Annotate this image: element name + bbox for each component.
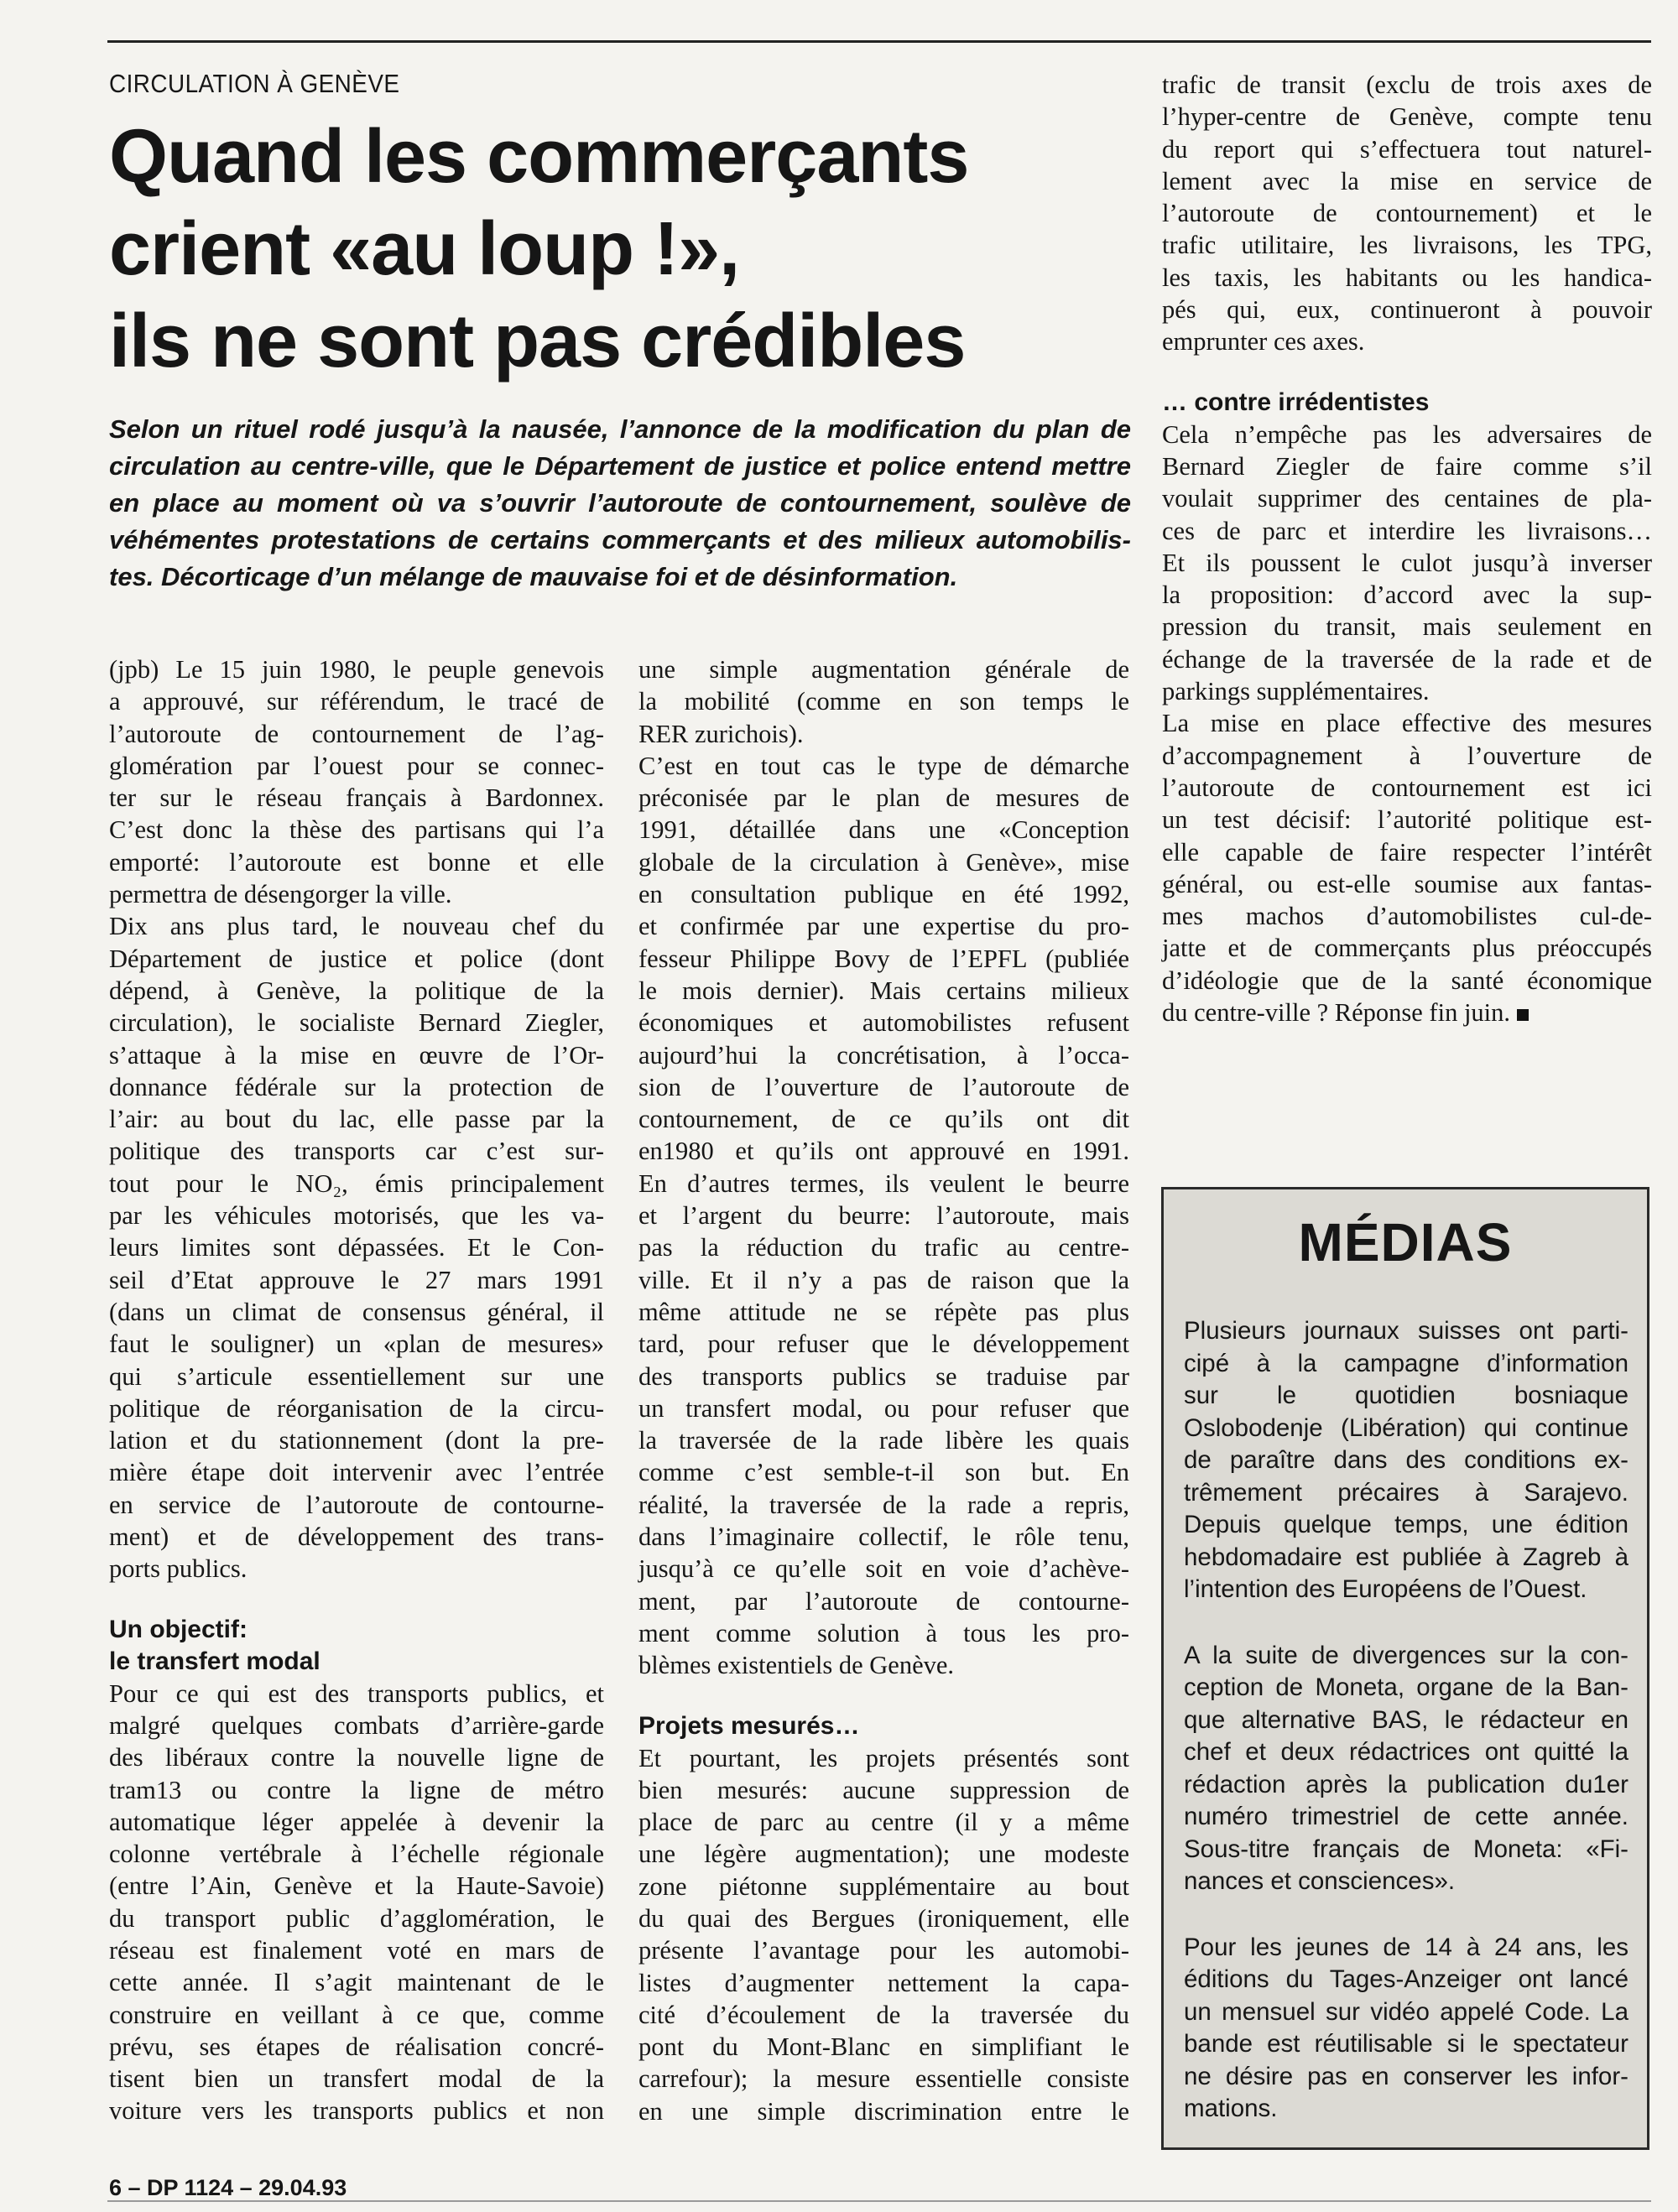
text-line: Pour les jeunes de 14 à 24 ans, les (1184, 1933, 1628, 1961)
text-line: voiture vers les transports publics et non (109, 2096, 604, 2126)
paragraph (109, 653, 604, 910)
subheading: … contre irrédentistes (1162, 388, 1430, 416)
text-line: d’accompagnement à l’ouverture de (1162, 741, 1652, 770)
text-line: RER zurichois). (638, 719, 804, 748)
text-line: Et pourtant, les projets présentés sont (638, 1743, 1129, 1772)
text-line: mière étape doit intervenir avec l’entrée (109, 1458, 604, 1487)
lead-line: circulation au centre-ville, que le Département de justice et police entend mettre (109, 451, 1131, 481)
paragraph (1184, 1640, 1628, 1898)
text-line: lement avec la mise en service de (1162, 166, 1652, 195)
title-line: Quand les commerçants (109, 115, 969, 199)
text-line: leurs limites sont dépassées. Et le Con- (109, 1233, 604, 1262)
text-line: Département de justice et police (dont (109, 944, 604, 973)
text-line: du report qui s’effectuera tout naturel- (1162, 134, 1652, 164)
text-line: chef et deux rédactrices ont quitté la (1184, 1738, 1628, 1766)
subheading: le transfert modal (109, 1647, 320, 1675)
text-line: emprunter ces axes. (1162, 327, 1365, 357)
paragraph (638, 653, 1129, 750)
text-line: politique des transports car c’est sur- (109, 1137, 604, 1166)
text-line: préconisée par le plan de mesures de (638, 783, 1129, 813)
text-line: général, ou est-elle soumise aux fantas- (1162, 869, 1652, 898)
text-line: voulait supprimer des centaines de pla- (1162, 484, 1652, 513)
text-line: économiques et automobilistes refusent (638, 1008, 1129, 1038)
text-line: tram13 ou contre la ligne de métro (109, 1775, 604, 1804)
title-line: ils ne sont pas crédibles (109, 299, 966, 383)
text-line: ment comme solution à tous les pro- (638, 1618, 1129, 1647)
text-line: ment) et de développement des trans- (109, 1522, 604, 1552)
text-line: l’air: au bout du lac, elle passe par la (109, 1105, 604, 1134)
text-line: par les véhicules motorisés, que les va- (109, 1201, 604, 1231)
paragraph (1184, 1932, 1628, 2126)
text-line: présente l’avantage pour les automobi- (638, 1936, 1129, 1965)
lead-line: Selon un rituel rodé jusqu’à la nausée, l’annonce de la modification du plan de (109, 414, 1131, 444)
text-line: (dans un climat de consensus général, il (109, 1297, 604, 1326)
text-line: C’est en tout cas le type de démarche (638, 751, 1129, 780)
text-line: zone piétonne supplémentaire au bout (638, 1871, 1129, 1901)
text-line: un transfert modal, ou pour refuser que (638, 1393, 1129, 1423)
text-line: en service de l’autoroute de contourne- (109, 1490, 604, 1519)
column-2 (638, 653, 1129, 2127)
text-line: tout pour le NO₂, émis principalement (109, 1168, 604, 1198)
paragraph (109, 910, 604, 1585)
text-line: une simple augmentation générale de (638, 655, 1129, 684)
text-line: circulation), le socialiste Bernard Ziegler, (109, 1008, 604, 1038)
paragraph (1162, 419, 1652, 708)
text-line: (jpb) Le 15 juin 1980, le peuple genevois (109, 655, 604, 684)
text-line: 1991, détaillée dans une «Conception (638, 815, 1129, 845)
text-line: des libéraux contre la nouvelle ligne de (109, 1743, 604, 1772)
text-line: place de parc au centre (il y a même (638, 1808, 1129, 1837)
text-line: sur le quotidien bosniaque (1184, 1382, 1628, 1409)
bottom-rule (107, 2200, 1651, 2202)
text-line: et confirmée par une expertise du pro- (638, 912, 1129, 941)
column-3 (1162, 69, 1652, 1028)
top-rule (107, 40, 1651, 43)
text-line: la mobilité (comme en son temps le (638, 687, 1129, 716)
text-line: pression du transit, mais seulement en (1162, 612, 1652, 642)
text-line: l’autoroute de contournement de l’ag- (109, 719, 604, 748)
text-line: une légère augmentation); une modeste (638, 1840, 1129, 1869)
text-line: prévu, ses étapes de réalisation concré- (109, 2032, 604, 2061)
text-line: Bernard Ziegler de faire comme s’il (1162, 451, 1652, 481)
box-body (1184, 1315, 1628, 2126)
text-line: construire en veillant à ce que, comme (109, 2000, 604, 2029)
text-line: réseau est finalement voté en mars de (109, 1935, 604, 1965)
paragraph (1184, 1315, 1628, 1606)
text-line: trafic utilitaire, les livraisons, les TPG, (1162, 231, 1652, 260)
text-line: trafic de transit (exclu de trois axes de (1162, 70, 1652, 99)
text-line: aujourd’hui la concrétisation, à l’occa- (638, 1040, 1129, 1070)
text-line: globale de la circulation à Genève», mise (638, 847, 1129, 877)
text-line: éditions du Tages-Anzeiger ont lancé (1184, 1965, 1628, 1993)
text-line: bien mesurés: aucune suppression de (638, 1775, 1129, 1804)
text-line: et l’argent du beurre: l’autoroute, mais (638, 1201, 1129, 1231)
text-line: hebdomadaire est publiée à Zagreb à (1184, 1543, 1628, 1571)
text-line: elle capable de faire respecter l’intérêt (1162, 837, 1652, 867)
text-line: la traversée de la rade libère les quais (638, 1426, 1129, 1455)
text-line (1162, 997, 1652, 1028)
paragraph (1162, 707, 1652, 1028)
text-line: cette année. Il s’agit maintenant de le (109, 1968, 604, 1997)
text-line: jatte et de commerçants plus préoccupés (1162, 934, 1652, 963)
text-line: parkings supplémentaires. (1162, 677, 1430, 706)
text-line: C’est donc la thèse des partisans qui l’a (109, 815, 604, 845)
text-line: ception de Moneta, organe de la Ban- (1184, 1673, 1628, 1701)
lead-line: tes. Décorticage d’un mélange de mauvaise foi et de désinformation. (109, 562, 958, 591)
text-line: pont du Mont-Blanc en simplifiant le (638, 2032, 1129, 2062)
text-line: seil d’Etat approuve le 27 mars 1991 (109, 1265, 604, 1294)
text-line: cité d’écoulement de la traversée du (638, 2000, 1129, 2029)
text-line: s’attaque à la mise en œuvre de l’Or- (109, 1040, 604, 1070)
text-line: politique de réorganisation de la circu- (109, 1393, 604, 1423)
text-line: ville. Et il n’y a pas de raison que la (638, 1265, 1129, 1294)
article-lead (109, 411, 1131, 596)
text-line: la proposition: d’accord avec la sup- (1162, 580, 1652, 610)
paragraph (638, 1742, 1129, 2128)
text-line: Depuis quelque temps, une édition (1184, 1511, 1628, 1538)
medias-sidebar-box (1161, 1187, 1649, 2150)
text-line: ter sur le réseau français à Bardonnex. (109, 783, 604, 813)
text-line: mations. (1184, 2095, 1278, 2122)
text-line: Plusieurs journaux suisses ont parti- (1184, 1317, 1628, 1345)
text-line: colonne vertébrale à l’échelle régionale (109, 1840, 604, 1869)
text-line: En d’autres termes, ils veulent le beurre (638, 1168, 1129, 1198)
text-line: l’intention des Européens de l’Ouest. (1184, 1575, 1587, 1603)
title-line: crient «au loup !», (109, 207, 740, 291)
text-line: contournement, de ce qu’ils ont dit (638, 1105, 1129, 1134)
text-line: le mois dernier). Mais certains milieux (638, 976, 1129, 1005)
text-line: d’idéologie que de la santé économique (1162, 965, 1652, 995)
subheading: Projets mesurés… (638, 1711, 860, 1740)
text-line: automatique léger appelée à devenir la (109, 1807, 604, 1836)
text-line: emporté: l’autoroute est bonne et elle (109, 847, 604, 877)
text-line: Sous-titre français de Moneta: «Fi- (1184, 1835, 1628, 1863)
text-line: fesseur Philippe Bovy de l’EPFL (publiée (638, 944, 1129, 973)
text-line: en consultation publique en été 1992, (638, 880, 1129, 909)
text-line: ment, par l’autoroute de contourne- (638, 1586, 1129, 1616)
page-footer: 6 – DP 1124 – 29.04.93 (109, 2175, 347, 2200)
text-line: échange de la traversée de la rade et de (1162, 644, 1652, 674)
text-line: ces de parc et interdire les livraisons… (1162, 516, 1652, 545)
text-line: pés qui, eux, continueront à pouvoir (1162, 295, 1652, 325)
text-line: tard, pour refuser que le développement (638, 1330, 1129, 1359)
text-line: l’autoroute de contournement est ici (1162, 773, 1652, 802)
text-line: mes machos d’automobilistes cul-de- (1162, 902, 1652, 931)
text-line: des transports publics se traduise par (638, 1361, 1129, 1391)
text-line: carrefour); la mesure essentielle consiste (638, 2064, 1129, 2094)
text-line: du quai des Bergues (ironiquement, elle (638, 1903, 1129, 1933)
text-line: dépend, à Genève, la politique de la (109, 976, 604, 1005)
subheading: Un objectif: (109, 1615, 248, 1643)
text-line: A la suite de divergences sur la con- (1184, 1641, 1628, 1669)
text-line: réalité, la traversée de la rade a repris, (638, 1490, 1129, 1519)
text-line: jusqu’à ce qu’elle soit en voie d’achève- (638, 1554, 1129, 1584)
text-line: qui s’articule essentiellement sur une (109, 1361, 604, 1391)
text-line: sion de l’ouverture de l’autoroute de (638, 1072, 1129, 1101)
text-line: Dix ans plus tard, le nouveau chef du (109, 912, 604, 941)
text-line: les taxis, les habitants ou les handica- (1162, 263, 1652, 292)
text-line: ports publics. (109, 1554, 248, 1584)
paragraph (109, 1678, 604, 2127)
text-line: tisent bien un transfert modal de la (109, 2064, 604, 2094)
end-of-article-icon (1517, 1009, 1529, 1021)
text-line: un test décisif: l’autorité politique est- (1162, 805, 1652, 835)
text-line: du transport public d’agglomération, le (109, 1903, 604, 1933)
text-line-content: du centre-ville ? Réponse fin juin. (1162, 998, 1511, 1028)
text-line: a approuvé, sur référendum, le tracé de (109, 687, 604, 716)
text-line: l’hyper-centre de Genève, compte tenu (1162, 102, 1652, 132)
text-line: dans l’imaginaire collectif, le rôle tenu, (638, 1522, 1129, 1552)
text-line: Oslobodenje (Libération) qui continue (1184, 1413, 1628, 1442)
text-line: que alternative BAS, le rédacteur en (1184, 1705, 1628, 1734)
text-line: cipé à la campagne d’information (1184, 1349, 1628, 1377)
text-line: malgré quelques combats d’arrière-garde (109, 1710, 604, 1740)
text-line: listes d’augmenter nettement la capa- (638, 1968, 1129, 1997)
text-line: (entre l’Ain, Genève et la Haute-Savoie) (109, 1871, 604, 1901)
text-line: même attitude ne se répète pas plus (638, 1297, 1129, 1326)
text-line: ne désire pas en conserver les infor- (1184, 2062, 1628, 2090)
lead-line: véhémentes protestations de certains commerçants et des milieux automobilis- (109, 525, 1131, 554)
box-title: MÉDIAS (1298, 1212, 1513, 1273)
text-line: lation et du stationnement (dont la pre- (109, 1426, 604, 1455)
article-title (109, 111, 1149, 388)
text-line: numéro trimestriel de cette année. (1184, 1803, 1628, 1830)
text-line: pas la réduction du trafic au centre- (638, 1233, 1129, 1262)
text-line: nances et consciences». (1184, 1867, 1456, 1895)
text-line: un mensuel sur vidéo appelé Code. La (1184, 1997, 1628, 2026)
text-line: Pour ce qui est des transports publics, et (109, 1679, 604, 1708)
text-line: Cela n’empêche pas les adversaires de (1162, 419, 1652, 449)
text-line: trêmement précaires à Sarajevo. (1184, 1478, 1628, 1507)
text-line: faut le souligner) un «plan de mesures» (109, 1330, 604, 1359)
lead-line: en place au moment où va s’ouvrir l’autoroute de contournement, soulève de (109, 488, 1131, 518)
text-line: La mise en place effective des mesures (1162, 709, 1652, 738)
text-line: de paraître dans des conditions ex- (1184, 1446, 1628, 1474)
text-line: rédaction après la publication du1er (1184, 1770, 1628, 1798)
text-line: glomération par l’ouest pour se connec- (109, 751, 604, 780)
text-line: bande est réutilisable si le spectateur (1184, 2030, 1628, 2058)
paragraph (638, 750, 1129, 1682)
text-line: donnance fédérale sur la protection de (109, 1072, 604, 1101)
rubric: CIRCULATION À GENÈVE (109, 69, 400, 98)
text-line: en1980 et qu’ils ont approuvé en 1991. (638, 1137, 1129, 1166)
text-line: l’autoroute de contournement) et le (1162, 199, 1652, 228)
text-line: comme c’est semble-t-il son but. En (638, 1458, 1129, 1487)
text-line: blèmes existentiels de Genève. (638, 1651, 955, 1680)
text-line: en une simple discrimination entre le (638, 2096, 1129, 2126)
text-line: permettra de désengorger la ville. (109, 880, 452, 909)
text-line: Et ils poussent le culot jusqu’à inverser (1162, 548, 1652, 577)
paragraph (1162, 69, 1652, 358)
column-1 (109, 653, 604, 2127)
